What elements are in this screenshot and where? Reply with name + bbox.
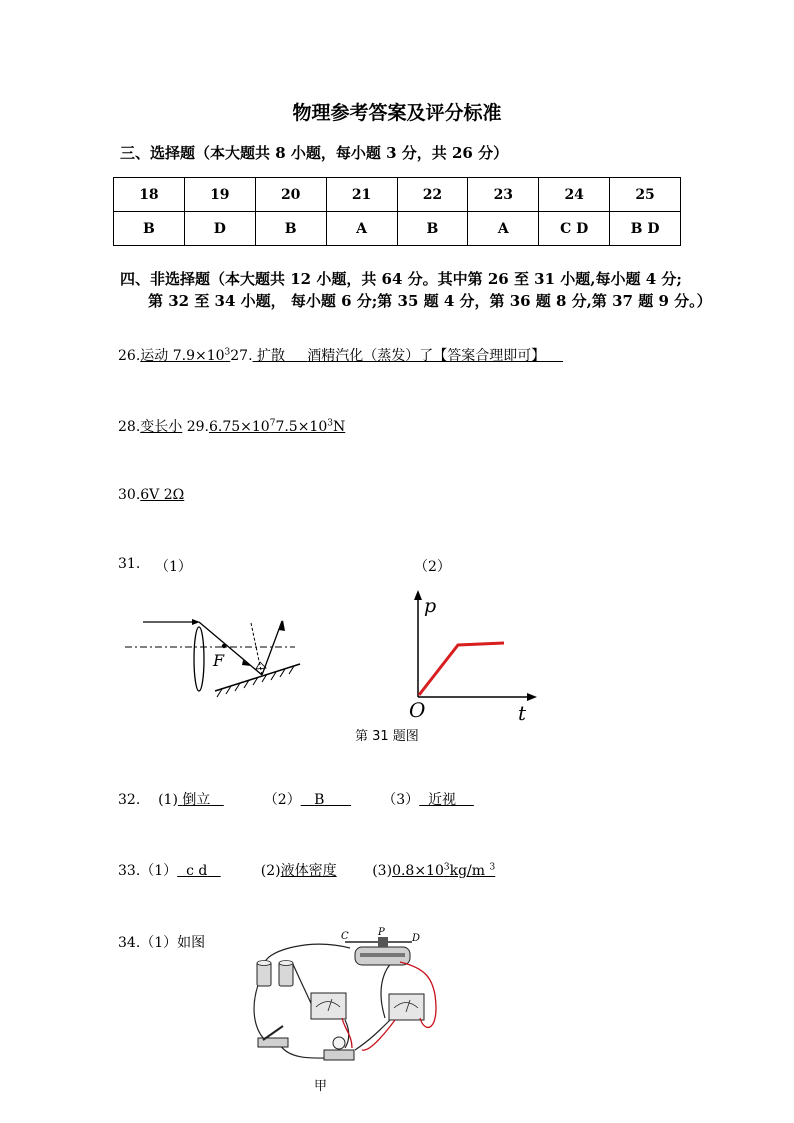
voltmeter [311,993,346,1019]
ammeter [389,994,424,1020]
table-cell: A [468,212,539,246]
page-title: 物理参考答案及评分标准 [292,102,502,124]
q32-answer3-text: 近视 [428,792,457,808]
q33-unit: kg/m [449,863,486,879]
q33-part2: (2) [260,863,281,879]
q26-answer-text: 运动 7.9×10 [140,348,225,364]
q33-exponent: 3 [443,862,450,873]
rheostat-label-p: P [378,927,385,938]
q31-number: 31. [118,556,141,572]
section4-heading-line1: 四、非选择题（本大题共 12 小题，共 64 分。其中第 26 至 31 小题,每小题 4 分; [120,270,682,288]
q31-figure-caption: 第 31 题图 [355,729,419,744]
q30-answer: 6V 2Ω [140,487,185,503]
q34-figure-caption: 甲 [314,1079,328,1094]
q27-answer-b: 酒精汽化（蒸发）了【答案合理即可】 [307,348,546,364]
q28-answer: 变长小 [140,419,183,435]
battery-pack [257,961,293,987]
q33-answer1-text: c d [186,863,208,879]
q29-answer-1: 6.75×10 [208,419,270,435]
q29-exponent-1: 7 [269,418,276,429]
x-axis-label: t [518,701,527,725]
q31-part1-label: （1） [155,559,192,575]
q33-unit-exponent: 3 [489,862,496,873]
table-cell: 19 [184,178,255,212]
q32-answer2-text: B [314,792,325,808]
focal-label: F [213,651,225,670]
table-cell: C D [539,212,610,246]
q32-answer1-text: 倒立 [182,792,211,808]
table-cell: 20 [255,178,326,212]
origin-label: O [409,698,426,722]
q27-number: 27. [230,348,253,364]
table-cell: 22 [397,178,468,212]
q33-number: 33.（1） [118,863,178,879]
q29-number: 29. [186,419,209,435]
table-cell: 21 [326,178,397,212]
rheostat-label-c: C [341,931,349,942]
table-cell: A [326,212,397,246]
q32-number: 32. [118,792,141,808]
q27-answer-a: 扩散 [256,348,285,364]
q32-part1: (1) [158,792,178,808]
table-cell: B [397,212,468,246]
section4-heading-line2: 第 32 至 34 小题， 每小题 6 分;第 35 题 4 分，第 36 题 8 分,第 37 题 9 分。） [148,292,712,310]
lamp [324,1037,354,1060]
q29-answer-2: 7.5×10 [275,419,328,435]
q26-number: 26. [118,348,141,364]
q33-answer3-text: 0.8×10 [392,863,444,879]
y-axis-label: p [424,595,437,617]
q32-part3: （3） [382,792,420,808]
table-cell: B D [610,212,681,246]
table-cell: D [184,212,255,246]
q34-label: 34.（1）如图 [118,935,206,951]
q29-exponent-2: 3 [327,418,333,429]
q29-unit: N [332,419,346,435]
q33-part3: (3) [372,863,393,879]
section3-heading: 三、选择题（本大题共 8 小题，每小题 3 分，共 26 分） [120,144,509,162]
q30-number: 30. [118,487,141,503]
rheostat [345,937,412,965]
table-cell: 24 [539,178,610,212]
q31-part2-label: （2） [414,559,451,575]
table-cell: 18 [114,178,185,212]
q33-answer2: 液体密度 [280,863,337,879]
q28-number: 28. [118,419,141,435]
q26-exponent: 3 [224,347,231,358]
rheostat-label-d: D [412,933,421,944]
q32-part2: （2） [263,792,301,808]
table-cell: 23 [468,178,539,212]
table-cell: B [255,212,326,246]
table-cell: 25 [610,178,681,212]
table-cell: B [114,212,185,246]
